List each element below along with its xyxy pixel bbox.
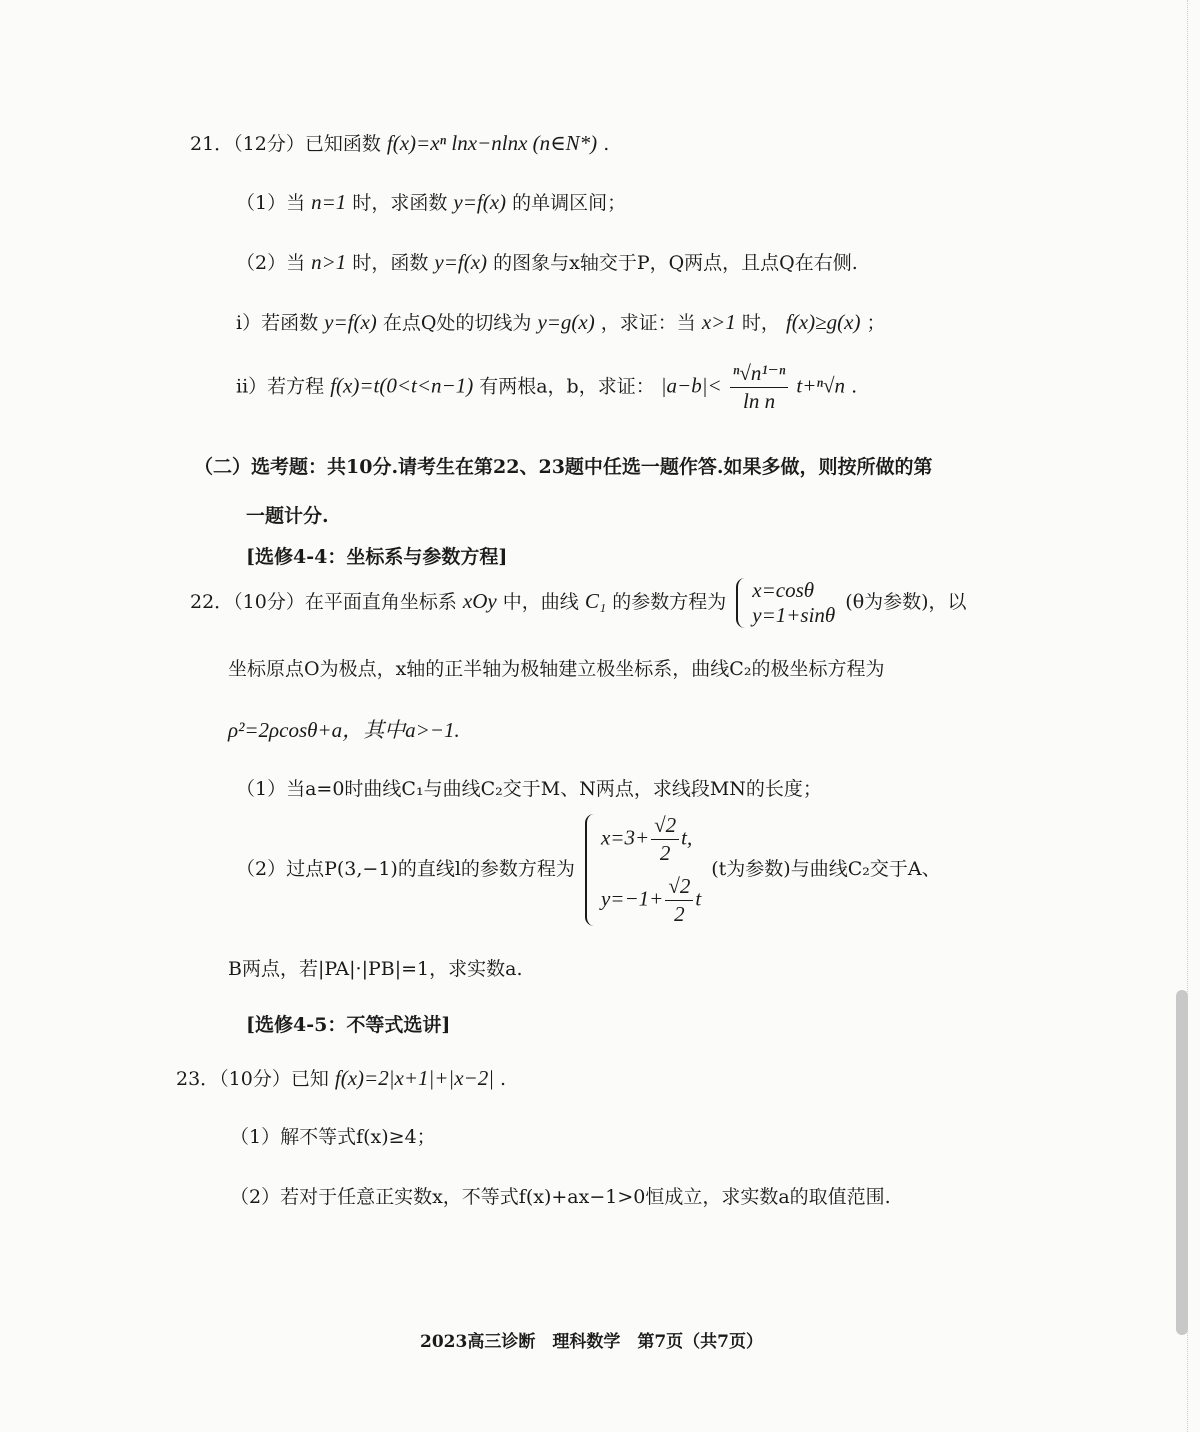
page-footer: 2023高三诊断 理科数学 第7页（共7页） (420, 1332, 763, 1352)
q22-part2: （2）过点P(3,−1)的直线l的参数方程为 x=3+ $\frac{√2}{2}$ t, y=−1+ $\frac{√2}{2}$ t (t为参数)与曲线C₂交于A、 (236, 813, 941, 926)
q21-fraction: $\frac{\text{ⁿ√n¹⁻ⁿ}}{\text{ln n}}$ (730, 362, 789, 413)
section2-title-cont: 一题计分. (246, 505, 329, 527)
q22-line2: 坐标原点O为极点，x轴的正半轴为极轴建立极坐标系，曲线C₂的极坐标方程为 (228, 658, 885, 680)
q22-last-line: B两点，若|PA|·|PB|=1，求实数a. (228, 958, 523, 980)
q21-part1: （1）当 n=1 时，求函数 y=f(x) 的单调区间； (236, 190, 627, 214)
q21-part2: （2）当 n>1 时，函数 y=f(x) 的图象与x轴交于P，Q两点，且点Q在右侧. (236, 250, 858, 274)
q22-line-param-system: x=3+ $\frac{√2}{2}$ t, y=−1+ $\frac{√2}{2}$ t (585, 814, 701, 926)
q22-line3: ρ²=2ρcosθ+a，其中a>−1. (228, 718, 460, 742)
q22-heading: 22．（10分）在平面直角坐标系 xOy 中，曲线 C₁ 的参数方程为 x=cosθ y=1+sinθ (θ为参数)，以 (190, 578, 967, 628)
scrollbar-thumb[interactable] (1176, 990, 1188, 1335)
q22-part1: （1）当a=0时曲线C₁与曲线C₂交于M、N两点，求线段MN的长度； (236, 778, 822, 800)
q23-heading: 23．（10分）已知 f(x)=2|x+1|+|x−2| . (176, 1066, 507, 1090)
section2-title: （二）选考题：共10分.请考生在第22、23题中任选一题作答.如果多做，则按所做的第 (194, 456, 933, 478)
q21-part2-ii: ii）若方程 f(x)=t(0<t<n−1) 有两根a，b，求证： |a−b|< $\frac{\text{ⁿ√n¹⁻ⁿ}}{\text{ln n}}$ t+ⁿ√n . (236, 361, 858, 414)
q23-part1: （1）解不等式f(x)≥4； (230, 1126, 436, 1148)
brace-icon (585, 814, 597, 926)
q23-part2: （2）若对于任意正实数x，不等式f(x)+ax−1>0恒成立，求实数a的取值范围. (230, 1186, 891, 1208)
elective-4-4-heading: [选修4-4：坐标系与参数方程] (246, 546, 508, 568)
q21-heading: 21．（12分）已知函数 f(x)=xⁿ lnx−nlnx (n∈N*) . (190, 131, 610, 155)
q22-param-system: x=cosθ y=1+sinθ (736, 578, 835, 628)
q21-function: f(x)=xⁿ lnx−nlnx (n∈N*) (386, 131, 598, 155)
q21-part2-i: i）若函数 y=f(x) 在点Q处的切线为 y=g(x) ，求证：当 x>1 时， f(x)≥g(x) ； (236, 310, 886, 334)
elective-4-5-heading: [选修4-5：不等式选讲] (246, 1014, 451, 1036)
brace-icon (736, 578, 748, 628)
